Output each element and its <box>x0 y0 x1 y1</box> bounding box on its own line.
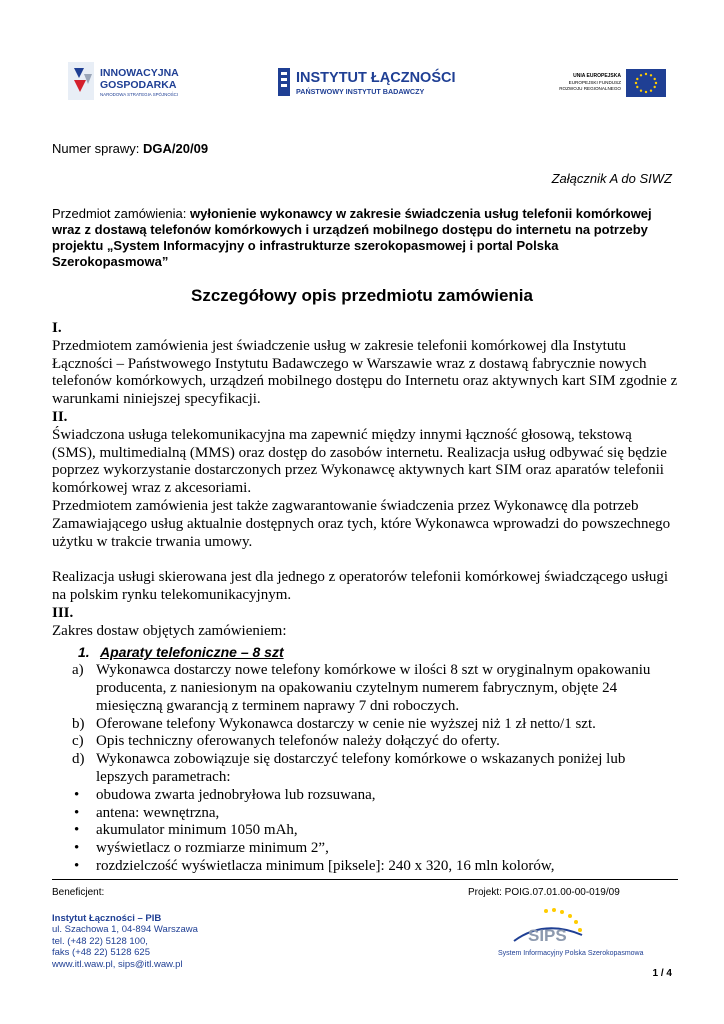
case-number-label: Numer sprawy: <box>52 141 144 156</box>
logo-il-line2: PAŃSTWOWY INSTYTUT BADAWCZY <box>296 87 425 96</box>
bullet-icon: • <box>74 786 80 803</box>
project-label: Projekt: POIG.07.01.00-00-019/09 <box>468 887 620 898</box>
section-2-text-1: Świadczona usługa telekomunikacyjna ma zapewnić między innymi łączność głosową, tekstową (SMS), multimedialną (MMS) oraz dostęp do zasobów internetu. Realizacja usług odbywać się będzie poprzez wykorzystanie dostarczonych przez Wykonawcę aktywnych kart SIM oraz aparatów telefonii komórkowej wraz z akcesoriami. <box>52 426 667 497</box>
institution-phone: tel. (+48 22) 5128 100, <box>52 935 148 947</box>
annex-label: Załącznik A do SIWZ <box>551 171 672 186</box>
bullet-item <box>52 822 678 840</box>
order-item-title-text: Aparaty telefoniczne – 8 szt <box>100 644 284 661</box>
bullet-text: wyświetlacz o rozmiarze minimum 2”, <box>96 840 329 857</box>
bullet-text: antena: wewnętrzna, <box>96 804 220 821</box>
institution-web: www.itl.waw.pl, sips@itl.waw.pl <box>52 958 183 970</box>
order-subject-text: wyłonienie wykonawcy w zakresie świadczenia usług telefonii komórkowej wraz z dostawą telefonów komórkowych i urządzeń mobilnego dostępu do internetu na potrzeby projektu „System Informacyjny o infrastrukturze szerokopasmowej i portal Polska Szerokopasmowa” <box>52 206 652 269</box>
bullet-icon: • <box>74 804 80 821</box>
section-2-heading: II. <box>52 408 68 425</box>
section-2-text-3: Realizacja usługi skierowana jest dla jednego z operatorów telefonii komórkowej świadczącego usługi na polskim rynku telekomunikacyjnym. <box>52 569 669 603</box>
bullet-text: akumulator minimum 1050 mAh, <box>96 822 298 839</box>
list-item <box>52 733 678 751</box>
list-item-text: Opis techniczny oferowanych telefonów należy dołączyć do oferty. <box>96 733 500 750</box>
institution-address: ul. Szachowa 1, 04-894 Warszawa <box>52 924 198 936</box>
beneficiary-label: Beneficjent: <box>52 887 105 898</box>
list-item-text: Wykonawca zobowiązuje się dostarczyć telefony komórkowe o wskazanych poniżej lub lepszych parametrach: <box>96 751 626 785</box>
innowacyjna-gospodarka-logo <box>68 58 208 108</box>
footer-divider <box>52 879 678 880</box>
list-item-text: Oferowane telefony Wykonawca dostarczy w cenie nie wyższej niż 1 zł netto/1 szt. <box>96 715 596 732</box>
list-item-mark: c) <box>72 733 84 750</box>
list-item-mark: d) <box>72 751 85 768</box>
bullet-item <box>52 840 678 858</box>
bullet-text: obudowa zwarta jednobryłowa lub rozsuwana, <box>96 786 376 803</box>
list-item-mark: b) <box>72 715 85 732</box>
section-3-heading: III. <box>52 604 74 621</box>
bullet-text: rozdzielczość wyświetlacza minimum [piksele]: 240 x 320, 16 mln kolorów, <box>96 857 555 874</box>
institution-name: Instytut Łączności – PIB <box>52 913 162 924</box>
section-1-text: Przedmiotem zamówienia jest świadczenie usług w zakresie telefonii komórkowej dla Instytutu Łączności – Państwowego Instytutu Badawczego w Warszawie wraz z dostawą fabrycznie nowych telefonów komórkowych, urządzeń mobilnego dostępu do Internetu oraz aktywnych kart SIM zgodnie z warunkami niniejszej specyfikacji. <box>52 337 678 408</box>
sips-caption: System Informacyjny Polska Szerokopasmowa <box>498 950 644 957</box>
section-3-text: Zakres dostaw objętych zamówieniem: <box>52 622 287 639</box>
list-item <box>52 662 678 715</box>
list-item <box>52 716 678 734</box>
bullet-icon: • <box>74 857 80 874</box>
logo-il-line1: INSTYTUT ŁĄCZNOŚCI <box>296 70 456 86</box>
list-item-text: Wykonawca dostarczy nowe telefony komórkowe w ilości 8 szt w oryginalnym opakowaniu producenta, z naniesionym na opakowaniu czytelnym numerem fabrycznym, objęte 24 miesięczną gwarancją z terminem naprawy 7 dni roboczych. <box>96 662 651 714</box>
institution-fax: faks (+48 22) 5128 625 <box>52 947 150 959</box>
bullet-item <box>52 858 678 876</box>
logo-ig-line2: GOSPODARKA <box>100 79 177 91</box>
logo-ig-line3: NARODOWA STRATEGIA SPÓJNOŚCI <box>100 92 179 97</box>
order-subject-label: Przedmiot zamówienia: <box>52 206 190 221</box>
bullet-icon: • <box>74 822 80 839</box>
order-item-title <box>78 644 678 662</box>
sips-logo-text: SIPS <box>528 926 567 945</box>
institution-info <box>52 913 198 970</box>
case-number <box>52 141 208 156</box>
list-item <box>52 751 678 787</box>
eu-logo <box>556 68 668 98</box>
list-item-mark: a) <box>72 662 84 679</box>
bullet-item <box>52 787 678 805</box>
section-1-heading: I. <box>52 320 62 336</box>
section-2-text-2: Przedmiotem zamówienia jest także zagwarantowanie świadczenia przez Wykonawcę dla potrzeb Zamawiającego usług aktualnie dostępnych oraz tych, które Wykonawca wprowadzi do powszechnego użytku w trakcie trwania umowy. <box>52 497 671 550</box>
bullet-icon: • <box>74 840 80 857</box>
case-number-value: DGA/20/09 <box>143 141 209 156</box>
logo-ue-line2: EUROPEJSKI FUNDUSZ <box>568 80 621 85</box>
order-item-number: 1. <box>78 644 90 661</box>
logo-ue-line3: ROZWOJU REGIONALNEGO <box>559 86 621 91</box>
document-title: Szczegółowy opis przedmiotu zamówienia <box>191 286 533 305</box>
page-number: 1 / 4 <box>652 968 672 979</box>
bullet-item <box>52 805 678 823</box>
logo-ue-line1: UNIA EUROPEJSKA <box>573 73 621 79</box>
order-subject <box>52 206 676 270</box>
instytut-lacznosci-logo <box>276 66 456 100</box>
logo-ig-line1: INNOWACYJNA <box>100 67 179 79</box>
document-body <box>52 320 678 876</box>
